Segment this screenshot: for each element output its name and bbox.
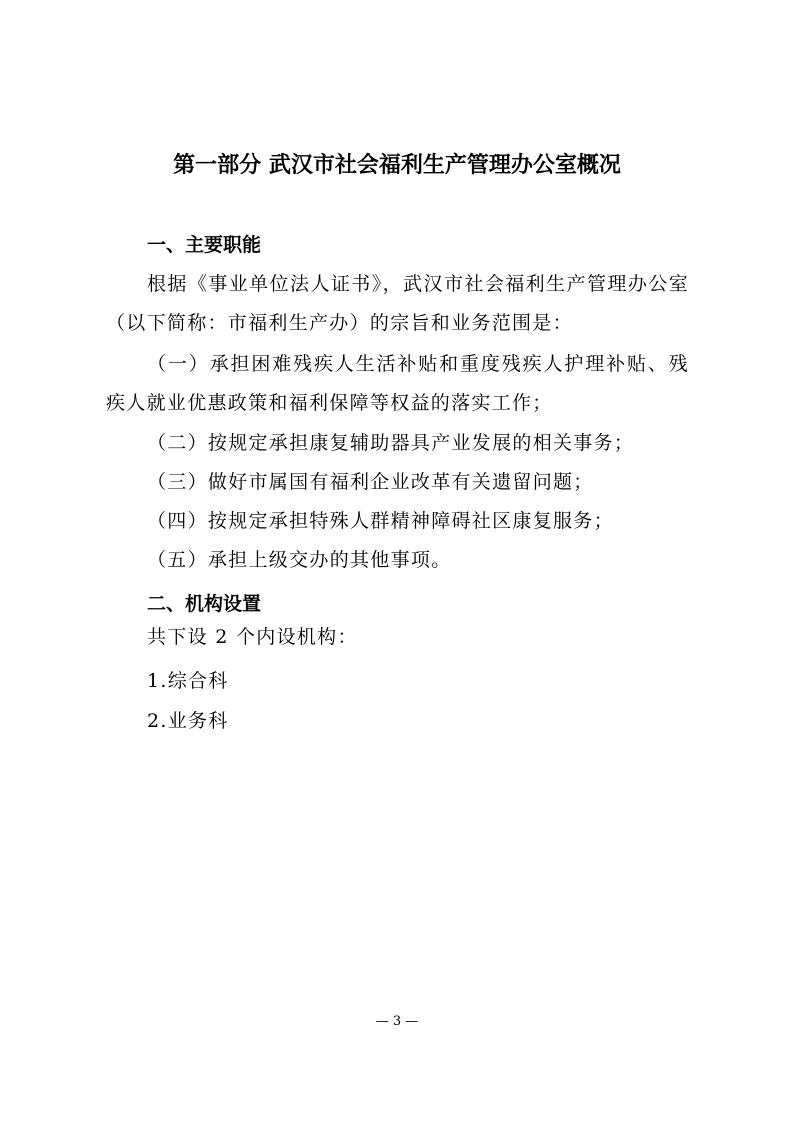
list-item-dept-1: 1.综合科: [147, 670, 229, 692]
list-item-dept-2: 2.业务科: [147, 710, 229, 732]
paragraph-item-4: （四）按规定承担特殊人群精神障碍社区康复服务；: [147, 510, 614, 532]
paragraph-intro: 根据《事业单位法人证书》，武汉市社会福利生产管理办公室（以下简称：市福利生产办）的宗旨和业务范围是：: [106, 273, 689, 334]
page-title: 第一部分 武汉市社会福利生产管理办公室概况: [173, 153, 621, 178]
paragraph-item-5: （五）承担上级交办的其他事项。: [147, 549, 452, 571]
paragraph-org-intro: 共下设 2 个内设机构：: [147, 626, 358, 648]
paragraph-item-1: （一）承担困难残疾人生活补贴和重度残疾人护理补贴、残疾人就业优惠政策和福利保障等权益的落实工作；: [106, 353, 689, 414]
page-number: — 3 —: [375, 1014, 419, 1029]
section-heading-organization: 二、机构设置: [147, 593, 262, 615]
paragraph-item-2: （二）按规定承担康复辅助器具产业发展的相关事务；: [147, 432, 635, 454]
paragraph-item-3: （三）做好市属国有福利企业改革有关遗留问题；: [147, 471, 594, 493]
section-heading-main-functions: 一、主要职能: [147, 234, 262, 256]
